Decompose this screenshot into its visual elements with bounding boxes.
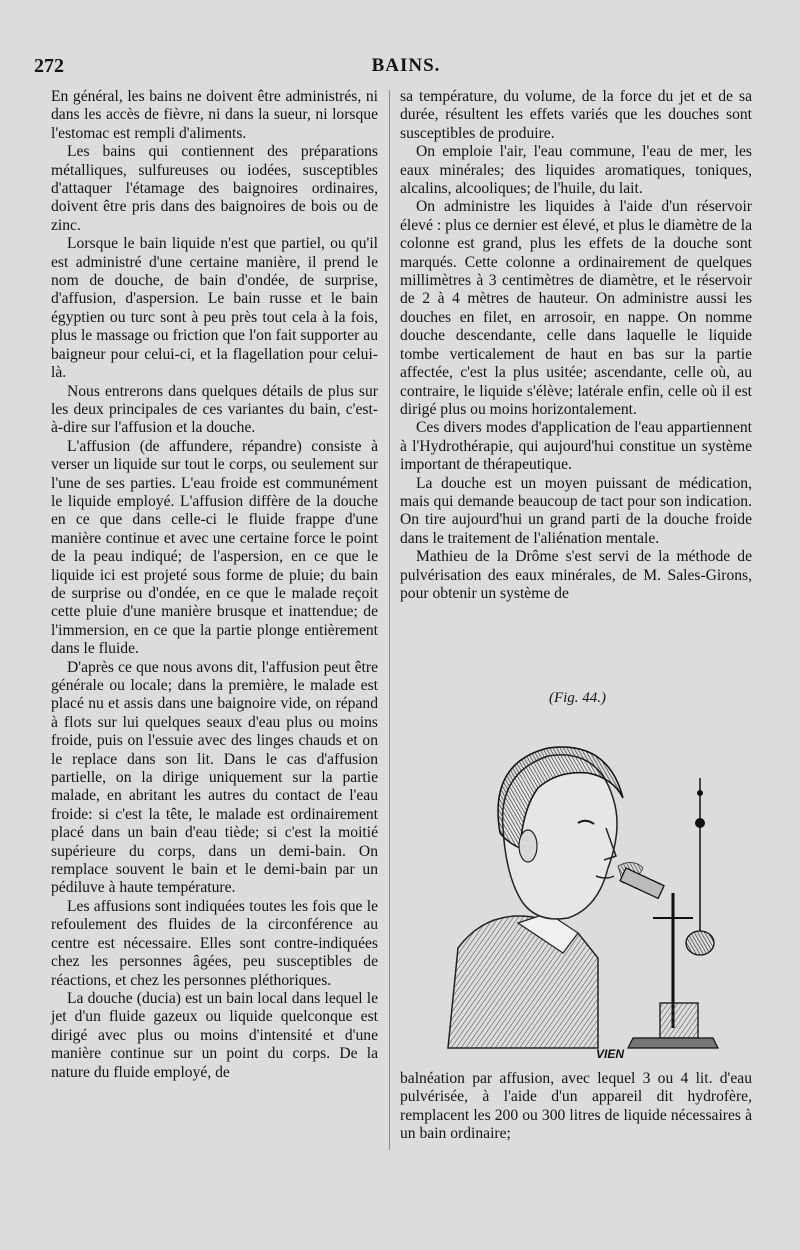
left-column bbox=[51, 88, 378, 1082]
running-head: BAINS. bbox=[371, 55, 441, 76]
page-number: 272 bbox=[34, 55, 64, 77]
paragraph: Nous entrerons dans quelques détails de plus sur les deux principales de ces variantes du bain, c'est-à-dire sur l'affusion et la douche. bbox=[51, 382, 378, 437]
paragraph: En général, les bains ne doivent être administrés, ni dans les accès de fièvre, ni dans la sueur, ni lorsque l'estomac est rempli d'aliments. bbox=[51, 88, 378, 142]
paragraph: Mathieu de la Drôme s'est servi de la méthode de pulvérisation des eaux minérales, de M. Sales-Girons, pour obtenir un système de bbox=[400, 548, 752, 602]
engraving-illustration bbox=[428, 718, 728, 1063]
paragraph: L'affusion (de affundere, répandre) consiste à verser un liquide sur tout le corps, ou seulement sur l'une de ses parties. L'eau froide est communément le liquide employé. L'affusion diffère de la douche en ce que dans celle-ci le fluide frappe d'une manière continue et avec une certaine force le point de la peau indiqué; de l'aspersion, en ce que le liquide ici est projeté sous forme de pluie; du bain de surprise ou d'ondée, en ce que le malade reçoit cette pluie d'une manière brusque et inattendue; de l'immersion, en ce que la partie plonge entièrement dans le fluide. bbox=[51, 437, 378, 658]
paragraph: On administre les liquides à l'aide d'un réservoir élevé : plus ce dernier est élevé, et plus le diamètre de la colonne est grand, plus les effets de la douche sont marqués. Cette colonne a ordinairement de quelques millimètres à 3 centimètres de diamètre, et le réservoir de 2 à 4 mètres de hauteur. On administre aussi les douches en filet, en arrosoir, en nappe. On nomme douche descendante, celle dans laquelle le liquide tombe verticalement de haut en bas sur la partie affectée, c'est la plus usitée; ascendante, celle où, au contraire, le liquide s'élève; latérale enfin, celle où il est dirigé plus ou moins horizontalement. bbox=[400, 198, 752, 418]
paragraph: On emploie l'air, l'eau commune, l'eau de mer, les eaux minérales; des liquides aromatiques, toniques, alcalins, alcooliques; de l'huile, du lait. bbox=[400, 143, 752, 198]
paragraph: La douche est un moyen puissant de médication, mais qui demande beaucoup de tact pour son indication. On tire aujourd'hui un grand parti de la douche froide dans le traitement de l'aliénation mentale. bbox=[400, 474, 752, 547]
apparatus-jar bbox=[660, 1003, 698, 1038]
paragraph: D'après ce que nous avons dit, l'affusion peut être générale ou locale; dans la première, le malade est placé nu et assis dans une baignoire vide, on répand à flots sur lui quelques seaux d'eau plus ou moins froide, puis on l'essuie avec des linges chauds et on le replace dans son lit. Dans le cas d'affusion partielle, on la dirige uniquement sur la partie malade, en abritant les autres du contact de l'eau froide: si c'est la tête, le malade est ordinairement placé dans un bain d'eau tiède; si c'est la moitié supérieure du corps, dans un demi-bain. On remplace souvent le bain et le demi-bain par un pédiluve à haute température. bbox=[51, 658, 378, 897]
right-column bbox=[400, 88, 752, 603]
engraver-signature: VIEN bbox=[595, 1047, 624, 1061]
paragraph: Ces divers modes d'application de l'eau appartiennent à l'Hydrothérapie, qui aujourd'hui constitue un système important de thérapeutique. bbox=[400, 419, 752, 474]
page-header bbox=[34, 55, 778, 81]
apparatus-flask bbox=[686, 931, 714, 955]
paragraph: Les bains qui contiennent des préparations métalliques, sulfureuses ou iodées, susceptibles d'attaquer l'étamage des baignoires ordinaires, doivent être pris dans des baignoires de bois ou de zinc. bbox=[51, 143, 378, 234]
figure-engraving bbox=[405, 690, 750, 1070]
figure-caption: (Fig. 44.) bbox=[548, 690, 607, 706]
column-divider bbox=[389, 90, 390, 1150]
paragraph: sa température, du volume, de la force du jet et de sa durée, résultent les effets variés que les douches sont susceptibles de produire. bbox=[400, 88, 752, 142]
paragraph: Les affusions sont indiquées toutes les fois que le refoulement des fluides de la circonférence au centre est nécessaire. Elles sont contre-indiquées chez les personnes âgées, peu susceptibles de réactions, et chez les personnes pléthoriques. bbox=[51, 897, 378, 989]
paragraph: La douche (ducia) est un bain local dans lequel le jet d'un fluide gazeux ou liquide quelconque est dirigé avec plus ou moins d'intensité et d'une manière continue sur un point du corps. De la nature du fluide employé, de bbox=[51, 989, 378, 1081]
paragraph: balnéation par affusion, avec lequel 3 ou 4 lit. d'eau pulvérisée, à l'aide d'un appareil dit hydrofère, remplacent les 200 ou 300 litres de liquide nécessaires à un bain ordinaire; bbox=[400, 1070, 752, 1143]
paragraph: Lorsque le bain liquide n'est que partiel, ou qu'il est administré d'une certaine manière, il prend le nom de douche, de bain d'ondée, de surprise, d'affusion, d'aspersion. Le bain russe et le bain égyptien ou turc sont à peu près tout cela à la fois, plus le massage ou friction que l'on fait supporter au baigneur pour celui-ci, et la flagellation pour celui-là. bbox=[51, 235, 378, 382]
right-column-after-figure bbox=[400, 1070, 752, 1144]
